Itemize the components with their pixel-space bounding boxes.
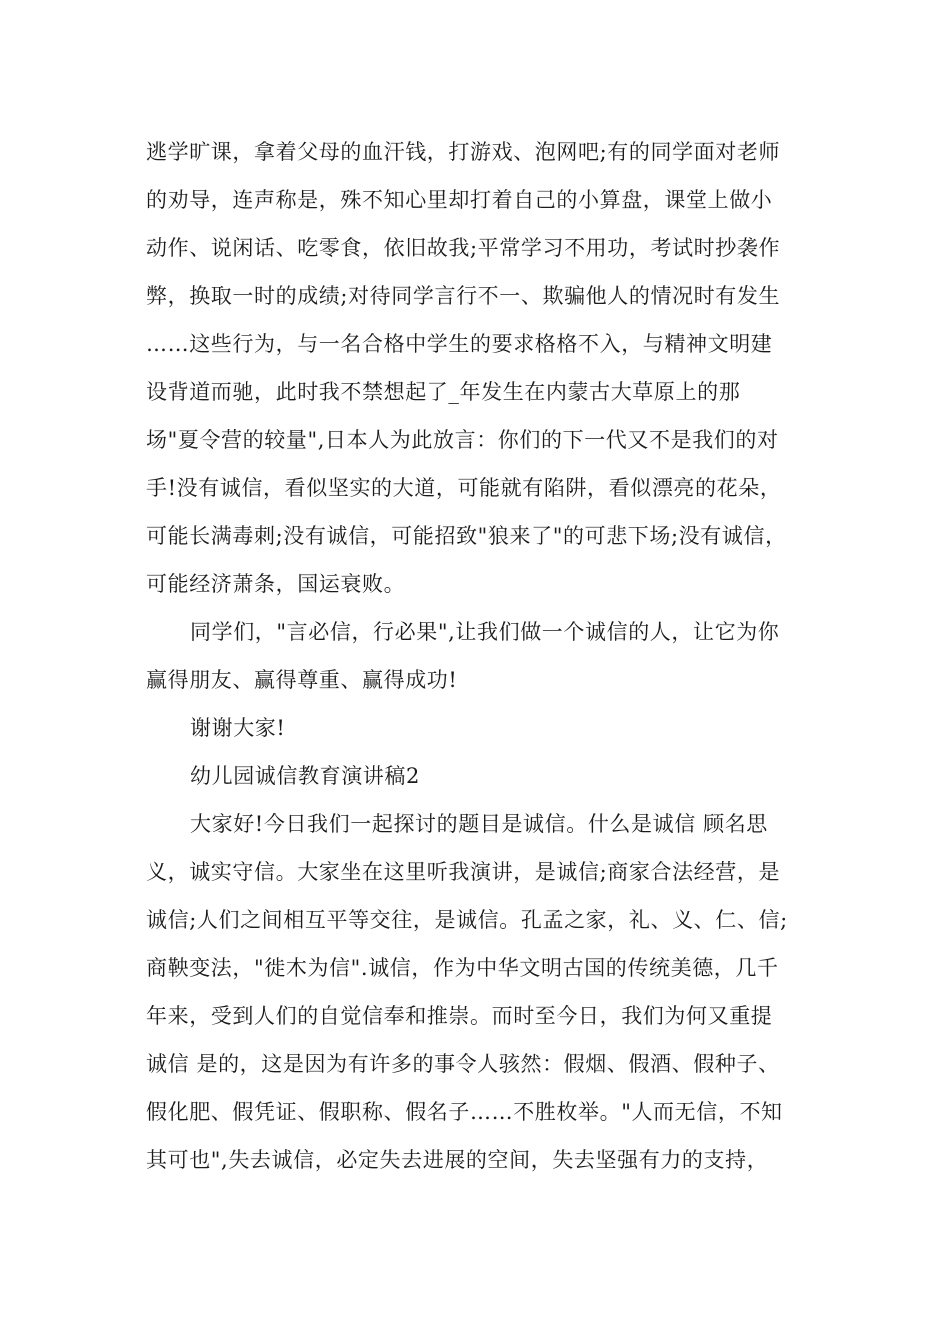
paragraph-1 bbox=[146, 128, 818, 608]
text-line: 诚信;人们之间相互平等交往，是诚信。孔孟之家，礼、义、仁、信; bbox=[146, 908, 788, 932]
text-line: 其可也",失去诚信，必定失去进展的空间，失去坚强有力的支持， bbox=[146, 1148, 769, 1172]
text-line: 商鞅变法，"徙木为信".诚信，作为中华文明古国的传统美德，几千 bbox=[146, 956, 779, 980]
text-line: 可能经济萧条，国运衰败。 bbox=[146, 572, 406, 596]
text-line: 弊，换取一时的成绩;对待同学言行不一、欺骗他人的情况时有发生 bbox=[146, 284, 781, 308]
text-line: 诚信 是的，这是因为有许多的事令人骇然：假烟、假酒、假种子、 bbox=[146, 1052, 780, 1076]
text-line: 动作、说闲话、吃零食，依旧故我;平常学习不用功，考试时抄袭作 bbox=[146, 236, 781, 260]
paragraph-3 bbox=[146, 704, 818, 752]
text-line: 手!没有诚信，看似坚实的大道，可能就有陷阱，看似漂亮的花朵， bbox=[146, 476, 782, 500]
text-line: 的劝导，连声称是，殊不知心里却打着自己的小算盘，课堂上做小 bbox=[146, 188, 773, 212]
text-line: 可能长满毒刺;没有诚信，可能招致"狼来了"的可悲下场;没有诚信， bbox=[146, 524, 787, 548]
paragraph-2 bbox=[146, 608, 818, 704]
text-line: 义，诚实守信。大家坐在这里听我演讲，是诚信;商家合法经营，是 bbox=[146, 860, 781, 884]
text-line: 谢谢大家! bbox=[190, 716, 286, 740]
text-line: 同学们，"言必信，行必果",让我们做一个诚信的人，让它为你 bbox=[190, 620, 780, 644]
section-title bbox=[146, 752, 818, 800]
document-body bbox=[146, 128, 818, 1184]
text-line: 年来，受到人们的自觉信奉和推崇。而时至今日，我们为何又重提 bbox=[146, 1004, 773, 1028]
text-line: 大家好!今日我们一起探讨的题目是诚信。什么是诚信 顾名思 bbox=[190, 812, 768, 836]
text-line: 场"夏令营的较量",日本人为此放言：你们的下一代又不是我们的对 bbox=[146, 428, 779, 452]
text-line: 假化肥、假凭证、假职称、假名子……不胜枚举。"人而无信，不知 bbox=[146, 1100, 783, 1124]
text-line: 逃学旷课，拿着父母的血汗钱，打游戏、泡网吧;有的同学面对老师 bbox=[146, 140, 781, 164]
text-line: 设背道而驰，此时我不禁想起了_年发生在内蒙古大草原上的那 bbox=[146, 380, 741, 404]
paragraph-5 bbox=[146, 800, 818, 1184]
text-line: 幼儿园诚信教育演讲稿2 bbox=[190, 764, 420, 788]
text-line: ……这些行为，与一名合格中学生的要求格格不入，与精神文明建 bbox=[146, 332, 773, 356]
text-line: 赢得朋友、赢得尊重、赢得成功! bbox=[146, 668, 458, 692]
